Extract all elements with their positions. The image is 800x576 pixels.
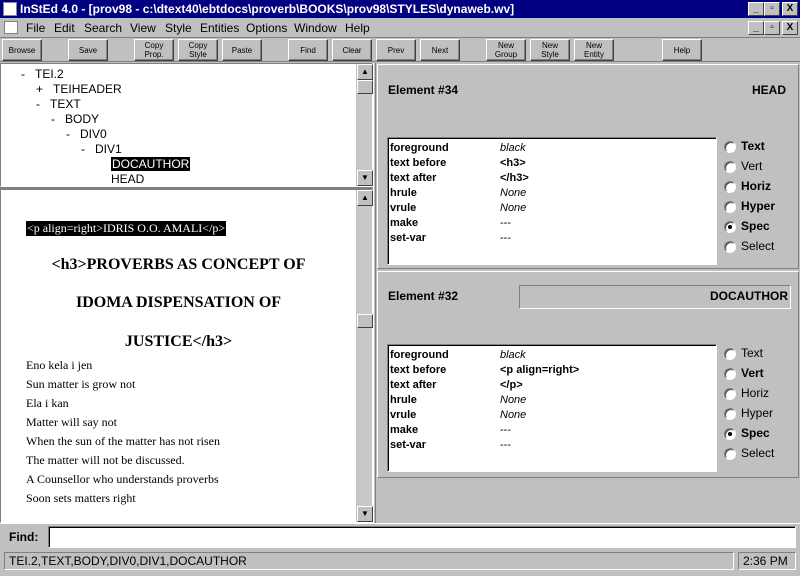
- help-button[interactable]: Help: [662, 39, 702, 61]
- body-line: A Counsellor who understands proverbs: [26, 472, 219, 486]
- minimize-button[interactable]: _: [748, 2, 764, 16]
- find-input[interactable]: [48, 526, 796, 548]
- scroll-thumb[interactable]: [357, 80, 373, 94]
- new-group-button[interactable]: New Group: [486, 39, 526, 61]
- body-line: Ela i kan: [26, 396, 69, 410]
- property-row[interactable]: foreground black: [390, 349, 526, 361]
- document-preview-pane: [0, 189, 373, 523]
- property-row[interactable]: make ---: [390, 217, 511, 229]
- element-path: TEI.2,TEXT,BODY,DIV0,DIV1,DOCAUTHOR: [4, 552, 734, 570]
- scroll-thumb[interactable]: [357, 314, 373, 328]
- browse-button[interactable]: Browse: [2, 39, 42, 61]
- property-row[interactable]: hrule None: [390, 394, 527, 406]
- tree-node[interactable]: - BODY: [51, 112, 100, 126]
- property-row[interactable]: make ---: [390, 424, 511, 436]
- menu-search[interactable]: Search: [84, 21, 123, 35]
- body-line: When the sun of the matter has not risen: [26, 434, 220, 448]
- element-panel-docauthor: [377, 271, 799, 478]
- toolbar: [0, 38, 800, 62]
- menu-help[interactable]: Help: [345, 21, 370, 35]
- tree-node[interactable]: HEAD: [111, 172, 145, 186]
- radio-spec[interactable]: Spec: [724, 426, 800, 442]
- restore-button[interactable]: ▫: [764, 2, 780, 16]
- radio-text[interactable]: Text: [724, 346, 800, 362]
- find-label: Find:: [9, 530, 39, 544]
- copy-prop-button[interactable]: Copy Prop.: [134, 39, 174, 61]
- tree-node[interactable]: - DIV0: [66, 127, 107, 141]
- menu-edit[interactable]: Edit: [54, 21, 75, 35]
- property-row[interactable]: set-var ---: [390, 232, 511, 244]
- property-list[interactable]: [387, 137, 717, 265]
- property-row[interactable]: text before <p align=right>: [390, 364, 580, 376]
- menu-window[interactable]: Window: [294, 21, 337, 35]
- element-name-box: [519, 285, 791, 309]
- tree-scrollbar[interactable]: [356, 64, 372, 186]
- property-row[interactable]: set-var ---: [390, 439, 511, 451]
- tree-node[interactable]: - TEI.2: [21, 67, 64, 81]
- scroll-down-icon[interactable]: ▼: [357, 506, 373, 522]
- property-type-radios: [724, 139, 794, 259]
- body-line: The matter will not be discussed.: [26, 453, 185, 467]
- window-title: InStEd 4.0 - [prov98 - c:\dtext40\ebtdocs\proverb\BOOKS\prov98\STYLES\dynaweb.wv]: [20, 2, 515, 16]
- element-name: DOCAUTHOR: [710, 289, 788, 303]
- element-name: HEAD: [752, 83, 787, 97]
- radio-text[interactable]: Text: [724, 139, 800, 155]
- vertical-splitter[interactable]: [373, 63, 376, 523]
- tree-node-selected[interactable]: DOCAUTHOR: [112, 157, 190, 171]
- save-button[interactable]: Save: [68, 39, 108, 61]
- heading-line: <h3>PROVERBS AS CONCEPT OF: [51, 256, 306, 273]
- app-icon[interactable]: [3, 2, 17, 16]
- radio-hyper[interactable]: Hyper: [724, 406, 800, 422]
- radio-select[interactable]: Select: [724, 446, 800, 462]
- menu-style[interactable]: Style: [165, 21, 192, 35]
- new-entity-button[interactable]: New Entity: [574, 39, 614, 61]
- find-bar: [0, 523, 800, 550]
- body-line: Matter will say not: [26, 415, 117, 429]
- prev-button[interactable]: Prev: [376, 39, 416, 61]
- document-scrollbar[interactable]: [356, 190, 372, 522]
- copy-style-button[interactable]: Copy Style: [178, 39, 218, 61]
- radio-horiz[interactable]: Horiz: [724, 386, 800, 402]
- property-row[interactable]: text after </p>: [390, 379, 523, 391]
- property-row[interactable]: text before <h3>: [390, 157, 526, 169]
- clock: 2:36 PM: [738, 552, 796, 570]
- doc-close-button[interactable]: X: [782, 21, 798, 35]
- status-bar: [0, 552, 800, 572]
- property-list[interactable]: [387, 344, 717, 472]
- scroll-up-icon[interactable]: ▲: [357, 190, 373, 206]
- title-bar: [0, 0, 800, 18]
- radio-spec[interactable]: Spec: [724, 219, 800, 235]
- radio-select[interactable]: Select: [724, 239, 800, 255]
- find-button[interactable]: Find: [288, 39, 328, 61]
- property-row[interactable]: hrule None: [390, 187, 527, 199]
- property-type-radios: [724, 346, 794, 466]
- radio-horiz[interactable]: Horiz: [724, 179, 800, 195]
- close-button[interactable]: X: [782, 2, 798, 16]
- doc-minimize-button[interactable]: _: [748, 21, 764, 35]
- element-panel-head: [377, 64, 799, 269]
- element-tree-pane: [0, 63, 373, 187]
- element-number: Element #32: [388, 289, 459, 303]
- property-row[interactable]: foreground black: [390, 142, 526, 154]
- radio-vert[interactable]: Vert: [724, 366, 800, 382]
- body-line: Sun matter is grow not: [26, 377, 136, 391]
- tree-node[interactable]: - DIV1: [81, 142, 122, 156]
- menu-options[interactable]: Options: [246, 21, 288, 35]
- scroll-up-icon[interactable]: ▲: [357, 64, 373, 80]
- tree-node[interactable]: - TEXT: [36, 97, 81, 111]
- clear-button[interactable]: Clear: [332, 39, 372, 61]
- menu-file[interactable]: File: [26, 21, 46, 35]
- menu-bar: [0, 18, 800, 38]
- property-row[interactable]: vrule None: [390, 409, 527, 421]
- property-row[interactable]: text after </h3>: [390, 172, 529, 184]
- scroll-down-icon[interactable]: ▼: [357, 170, 373, 186]
- new-style-button[interactable]: New Style: [530, 39, 570, 61]
- paste-button[interactable]: Paste: [222, 39, 262, 61]
- radio-vert[interactable]: Vert: [724, 159, 800, 175]
- selected-docauthor-text[interactable]: <p align=right>IDRIS O.O. AMALI</p>: [27, 221, 226, 235]
- radio-hyper[interactable]: Hyper: [724, 199, 800, 215]
- menu-entities[interactable]: Entities: [200, 21, 240, 35]
- property-row[interactable]: vrule None: [390, 202, 527, 214]
- document-icon[interactable]: [4, 21, 18, 34]
- tree-node[interactable]: + TEIHEADER: [36, 82, 122, 96]
- doc-restore-button[interactable]: ▫: [764, 21, 780, 35]
- element-number: Element #34: [388, 83, 459, 97]
- body-line: Eno kela i jen: [26, 358, 93, 372]
- heading-line: JUSTICE</h3>: [124, 333, 233, 350]
- menu-view[interactable]: View: [130, 21, 156, 35]
- heading-line: IDOMA DISPENSATION OF: [75, 294, 282, 311]
- next-button[interactable]: Next: [420, 39, 460, 61]
- body-line: Soon sets matters right: [26, 491, 136, 505]
